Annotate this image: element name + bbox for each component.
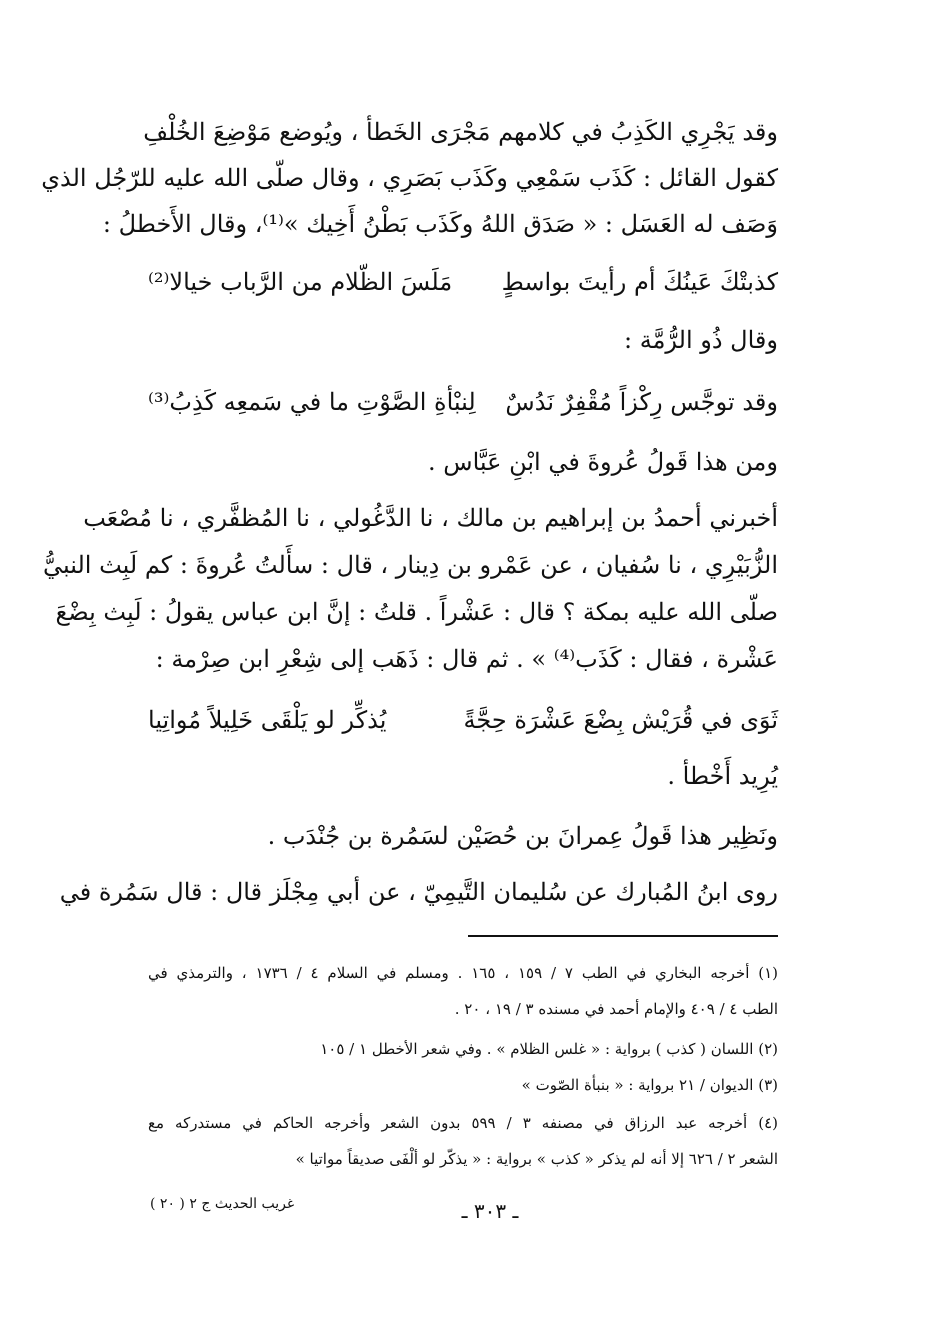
verse-dhu-rumma <box>148 382 778 422</box>
body-line-1: وقد يَجْرِي الكَذِبُ في كلامهم مَجْرَى الخَطأ ، ويُوضع مَوْضِعَ الخُلْفِ <box>143 118 778 146</box>
footnote-1-line-2: الطب ٤ / ٤٠٩ والإمام أحمد في مسنده ٣ / ١٩ ، ٢٠ . <box>454 1000 778 1018</box>
verse-akhtal <box>148 262 778 302</box>
body-line-3: وَصَف له العَسَل : « صَدَق اللهُ وكَذَب بَطْنُ أَخِيك »⁽¹⁾، وقال الأَخطلُ : <box>102 210 778 238</box>
verse-akhtal-first-hemistich: كذبتْكَ عَينُكَ أم رأيتَ بواسطٍ <box>501 268 778 296</box>
footnote-4-line-1: (٤) أخرجه عبد الرزاق في مصنفه ٣ / ٥٩٩ بدون الشعر وأخرجه الحاكم في مستدركه مع <box>148 1114 779 1132</box>
para2-line-3: صلّى الله عليه بمكة ؟ قال : عَشْراً . قلتُ : إنَّ ابن عباس يقولُ : لَبِث بِضْعَ <box>55 598 778 626</box>
footnote-2: (٢) اللسان ( كذب ) برواية : « غلس الظلام » . وفي شعر الأخطل ١ / ١٠٥ <box>320 1040 778 1058</box>
footnote-4-line-2: الشعر ٢ / ٦٢٦ إلا أنه لم يذكر « كذب » برواية : « يذكّر لو ألْفَى صديقاً مواتيا » <box>295 1150 778 1168</box>
footnote-3: (٣) الديوان / ٢١ برواية : « بنبأة الصّوت » <box>521 1076 778 1094</box>
verse-ibn-sirma <box>148 700 778 740</box>
para2-line-2: الزُّبَيْرِي ، نا سُفيان ، عن عَمْرو بن دِينار ، قال : سأَلتُ عُروةَ : كم لَبِث النبيُّ <box>42 551 778 579</box>
body-line-2: كقول القائل : كَذَب سَمْعِي وكَذَب بَصَرِي ، وقال صلّى الله عليه للرّجُل الذي <box>41 164 778 192</box>
verse-dhu-rumma-first-hemistich: وقد توجَّس رِكْزاً مُقْفِرٌ نَدُسٌ <box>505 388 778 416</box>
footnote-separator <box>468 935 778 937</box>
after-verse-ibn-sirma: يُرِيد أَخْطأ . <box>667 762 778 790</box>
verse-dhu-rumma-second-hemistich: لِنبْأةِ الصَّوْتِ ما في سَمعِه كَذِبُ⁽³⁾ <box>148 388 476 416</box>
running-title: غريب الحديث ج ٢ ( ٢٠ ) <box>150 1196 295 1212</box>
verse-ibn-sirma-second-hemistich: يُذكِّر لو يَلْقَى خَلِيلاً مُواتِيا <box>148 706 387 734</box>
intro-urwa: ومن هذا قَولُ عُروةَ في ابْنِ عَبَّاس . <box>428 448 778 476</box>
intro-dhu-rumma: وقال ذُو الرُّمَّة : <box>623 326 778 354</box>
para2-line-4: عَشْرة ، فقال : كَذَب⁽⁴⁾ » . ثم قال : ذَهَب إلى شِعْرِ ابن صِرْمة : <box>155 645 778 673</box>
para2-line-1: أخبرني أحمدُ بن إبراهيم بن مالك ، نا الدَّغُولي ، نا المُظفَّري ، نا مُصْعَب <box>83 504 778 532</box>
verse-ibn-sirma-first-hemistich: ثَوَى في قُرَيْش بِضْعَ عَشْرَة حِجَّةً <box>463 706 778 734</box>
footnote-1-line-1: (١) أخرجه البخاري في الطب ٧ / ١٥٩ ، ١٦٥ . ومسلم في السلام ٤ / ١٧٣٦ ، والترمذي في <box>148 964 778 982</box>
verse-akhtal-second-hemistich: مَلَسَ الظّلام من الرَّباب خيالا⁽²⁾ <box>148 268 453 296</box>
para4-line-1: روى ابنُ المُبارك عن سُليمان التَّيمِيّ ، عن أبي مِجْلَز قال : قال سَمُرة في <box>59 878 778 906</box>
para3: ونَظِير هذا قَولُ عِمرانَ بن حُصَيْن لسَمُرة بن جُنْدَب . <box>267 822 778 850</box>
page-number: ـ ٣٠٣ ـ <box>461 1199 519 1223</box>
